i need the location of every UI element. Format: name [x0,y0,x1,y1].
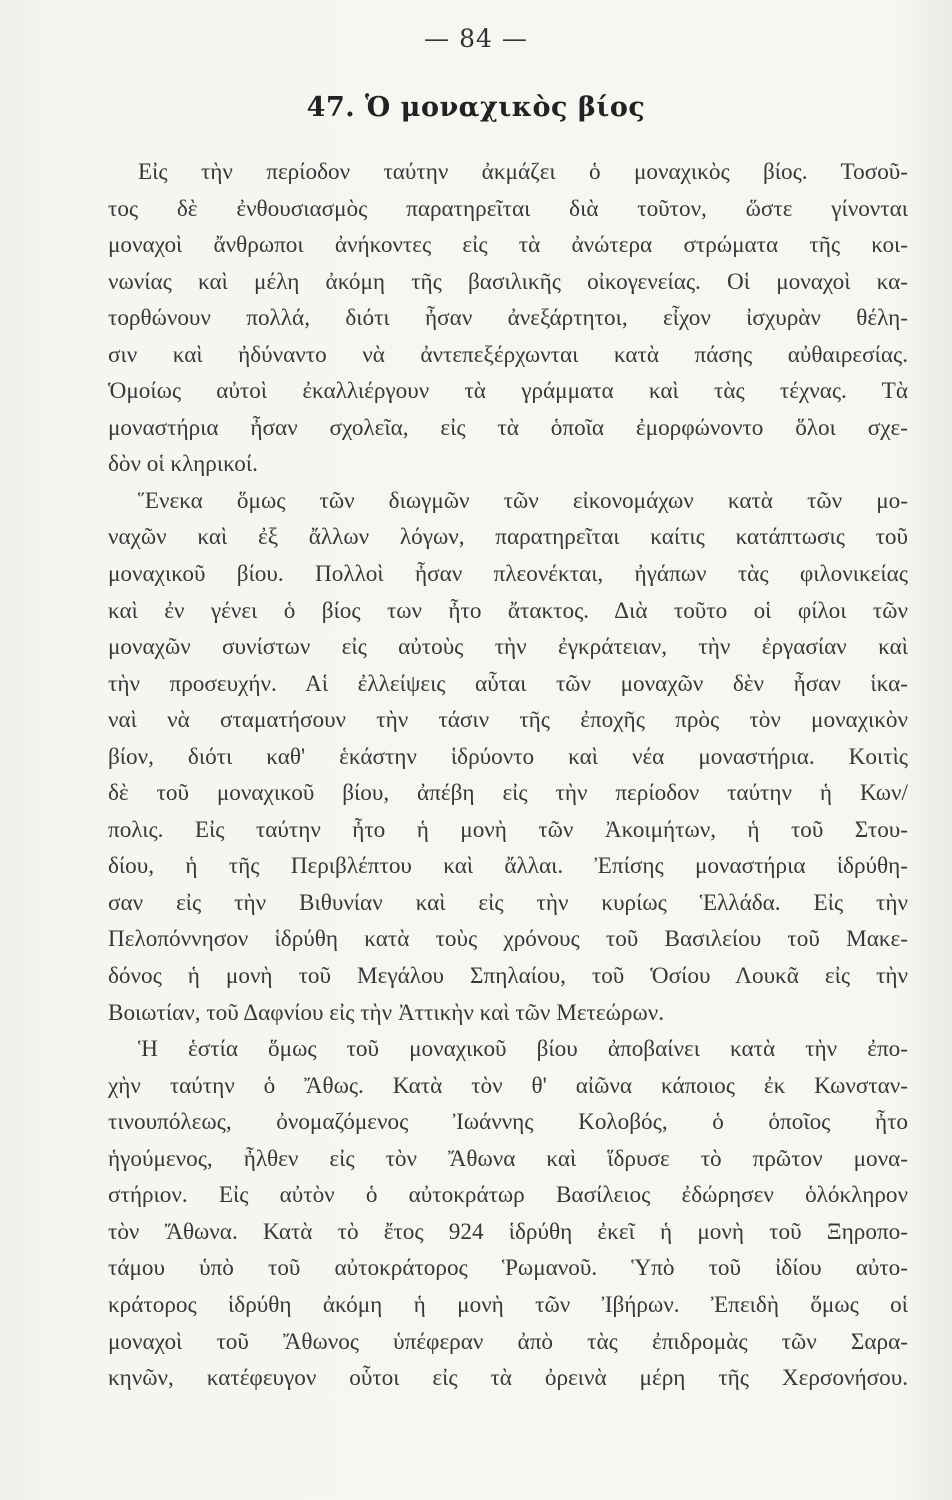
text-line: μοναχοὶ ἄνθρωποι ἀνήκοντες εἰς τὰ ἀνώτερα στρώματα τῆς κοι- [108,232,908,259]
text-line: Εἰς τὴν περίοδον ταύτην ἀκμάζει ὁ μοναχικὸς βίος. Τοσοῦ- [138,159,908,185]
text-line: δὲ τοῦ μοναχικοῦ βίου, ἀπέβη εἰς τὴν περίοδον ταύτην ἡ Κων/ [108,780,908,807]
page-number: — 84 — [424,24,528,53]
text-line: κηνῶν, κατέφευγον οὗτοι εἰς τὰ ὀρεινὰ μέρη τῆς Χερσονήσου. [108,1365,908,1392]
text-line: καὶ ἐν γένει ὁ βίος των ἦτο ἄτακτος. Διὰ τοῦτο οἱ φίλοι τῶν [108,597,908,624]
text-line: πολις. Εἰς ταύτην ἦτο ἡ μονὴ τῶν Ἀκοιμήτων, ἡ τοῦ Στου- [108,816,908,843]
text-line: δόνος ἡ μονὴ τοῦ Μεγάλου Σπηλαίου, τοῦ Ὁσίου Λουκᾶ εἰς τὴν [108,963,908,990]
text-line: σιν καὶ ἠδύναντο νὰ ἀντεπεξέρχωνται κατὰ πάσης αὐθαιρεσίας. [108,341,908,368]
text-line: σαν εἰς τὴν Βιθυνίαν καὶ εἰς τὴν κυρίως Ἑλλάδα. Εἰς τὴν [108,889,908,916]
text-line: τάμου ὑπὸ τοῦ αὐτοκράτορος Ῥωμανοῦ. Ὑπὸ τοῦ ἰδίου αὐτο- [108,1255,908,1282]
text-line: κράτορος ἱδρύθη ἀκόμη ἡ μονὴ τῶν Ἰβήρων. Ἐπειδὴ ὅμως οἱ [108,1291,908,1318]
text-line: δίου, ἡ τῆς Περιβλέπτου καὶ ἄλλαι. Ἐπίσης μοναστήρια ἱδρύθη- [108,853,908,880]
paragraph-2 [108,483,908,1031]
text-line: τινουπόλεως, ὀνομαζόμενος Ἰωάννης Κολοβός, ὁ ὁποῖος ἦτο [108,1109,908,1136]
text-line: Ὁμοίως αὐτοὶ ἐκαλλιέργουν τὰ γράμματα καὶ τὰς τέχνας. Τὰ [108,378,908,405]
text-line: τὴν προσευχήν. Αἱ ἐλλείψεις αὗται τῶν μοναχῶν δὲν ἦσαν ἱκα- [108,670,908,697]
text-line: τορθώνουν πολλά, διότι ἦσαν ἀνεξάρτητοι, εἶχον ἰσχυρὰν θέλη- [108,305,908,332]
body-text [108,154,908,1397]
text-line: Πελοπόννησον ἱδρύθη κατὰ τοὺς χρόνους τοῦ Βασιλείου τοῦ Μακε- [108,926,908,953]
text-line: μοναχοὶ τοῦ Ἄθωνος ὑπέφεραν ἀπὸ τὰς ἐπιδρομὰς τῶν Σαρα- [108,1328,908,1355]
text-line: χὴν ταύτην ὁ Ἄθως. Κατὰ τὸν θ' αἰῶνα κάποιος ἐκ Κωνσταν- [108,1072,908,1099]
text-line: στήριον. Εἰς αὐτὸν ὁ αὐτοκράτωρ Βασίλειος ἐδώρησεν ὁλόκληρον [108,1182,908,1209]
text-line: ἡγούμενος, ἦλθεν εἰς τὸν Ἄθωνα καὶ ἵδρυσε τὸ πρῶτον μονα- [108,1145,908,1172]
text-line: μοναχῶν συνίστων εἰς αὐτοὺς τὴν ἐγκράτειαν, τὴν ἐργασίαν καὶ [108,634,908,661]
chapter-title: 47. Ὁ μοναχικὸς βίος [306,92,646,123]
paragraph-3 [108,1031,908,1396]
text-line: Ἕνεκα ὅμως τῶν διωγμῶν τῶν εἰκονομάχων κατὰ τῶν μο- [138,487,908,514]
text-line: Ἡ ἑστία ὅμως τοῦ μοναχικοῦ βίου ἀποβαίνει κατὰ τὴν ἐπο- [138,1036,908,1063]
paragraph-1 [108,154,908,483]
text-line: Βοιωτίαν, τοῦ Δαφνίου εἰς τὴν Ἀττικὴν καὶ τῶν Μετεώρων. [108,999,664,1026]
text-line: μοναχικοῦ βίου. Πολλοὶ ἦσαν πλεονέκται, ἠγάπων τὰς φιλονικείας [108,561,908,588]
text-line: μοναστήρια ἦσαν σχολεῖα, εἰς τὰ ὁποῖα ἐμορφώνοντο ὅλοι σχε- [108,414,908,441]
text-line: βίον, διότι καθ' ἑκάστην ἱδρύοντο καὶ νέα μοναστήρια. Κοιτὶς [108,743,908,770]
text-line: τος δὲ ἐνθουσιασμὸς παρατηρεῖται διὰ τοῦτον, ὥστε γίνονται [108,195,908,222]
text-line: δὸν οἱ κληρικοί. [108,451,258,478]
text-line: ναχῶν καὶ ἐξ ἄλλων λόγων, παρατηρεῖται καίτις κατάπτωσις τοῦ [108,524,908,551]
text-line: ναὶ νὰ σταματήσουν τὴν τάσιν τῆς ἐποχῆς πρὸς τὸν μοναχικὸν [108,707,908,734]
text-line: νωνίας καὶ μέλη ἀκόμη τῆς βασιλικῆς οἰκογενείας. Οἱ μοναχοὶ κα- [108,268,908,295]
text-line: τὸν Ἄθωνα. Κατὰ τὸ ἔτος 924 ἱδρύθη ἐκεῖ ἡ μονὴ τοῦ Ξηροπο- [108,1218,908,1245]
